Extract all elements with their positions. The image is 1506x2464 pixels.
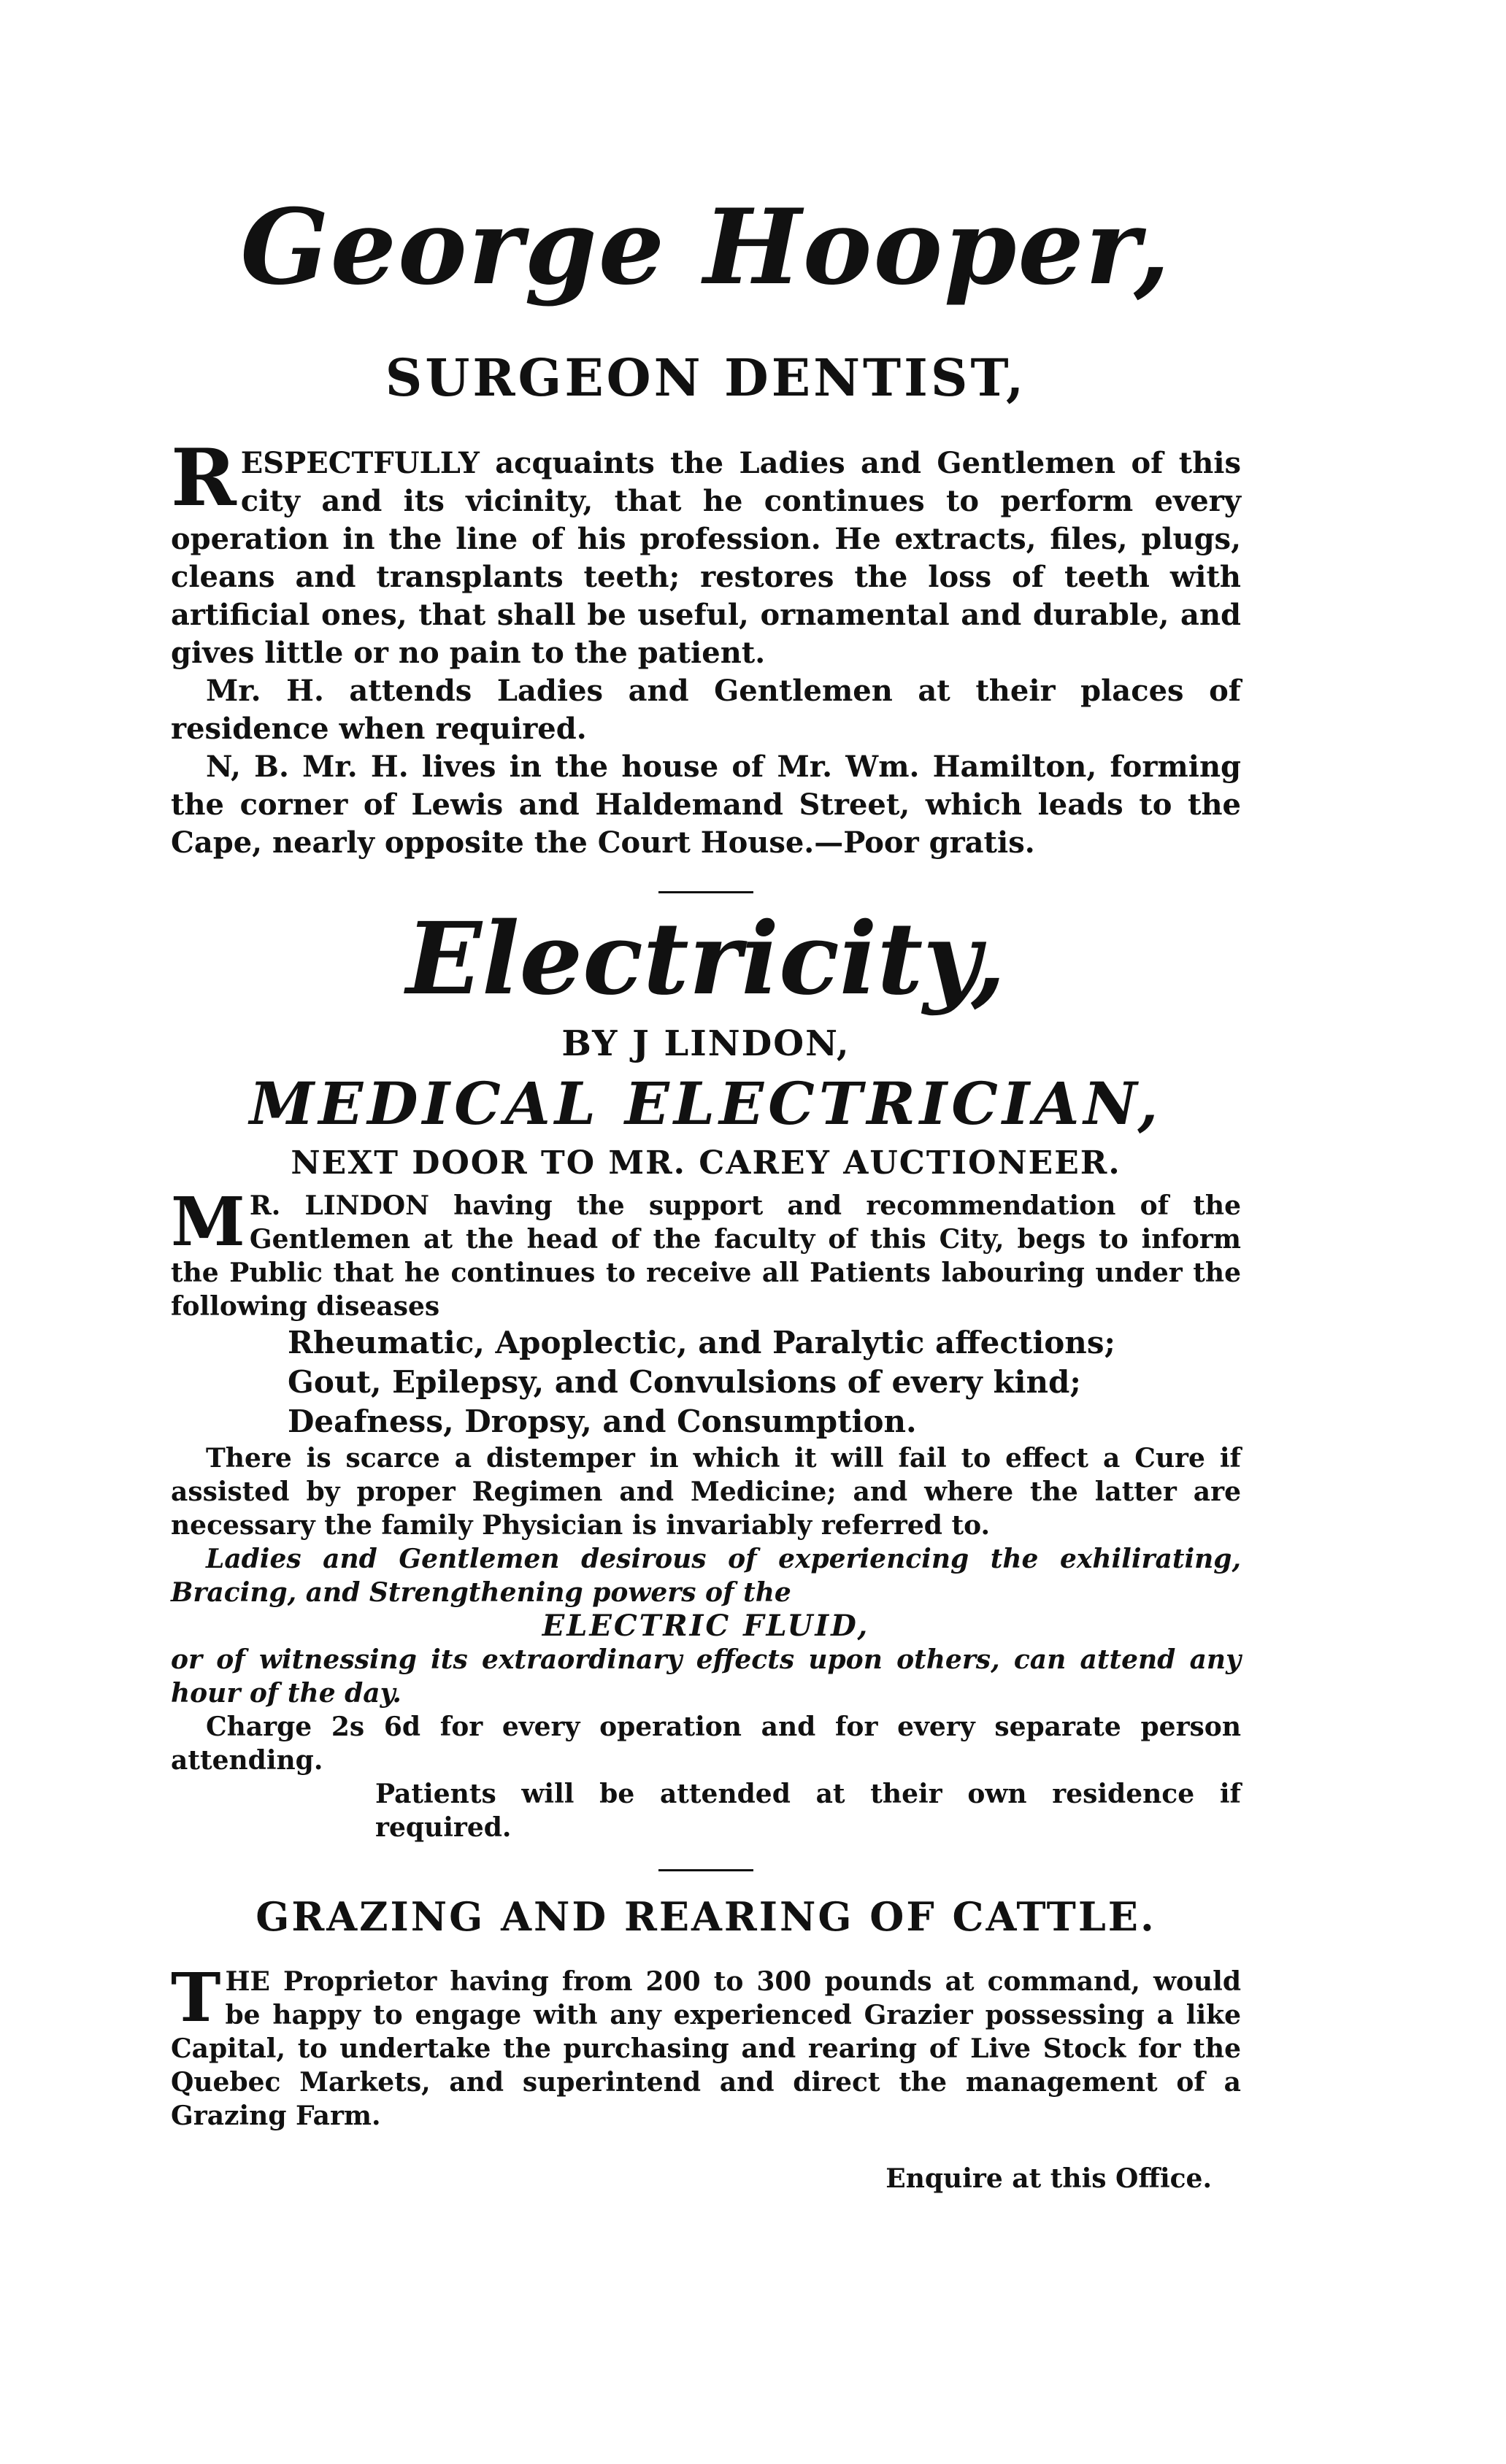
- ad2-paragraph-1-text: R. LINDON having the support and recommendation of the Gentlemen at the head of the faculty of this City, begs to inform the Public that he continues to receive all Patients labouring under the following diseases: [171, 1190, 1241, 1322]
- ad2-paragraph-3a: Ladies and Gentlemen desirous of experiencing the exhilirating, Bracing, and Strengthening powers of the: [171, 1544, 1241, 1608]
- ad1-paragraph-1-text: ESPECTFULLY acquaints the Ladies and Gentlemen of this city and its vicinity, that he continues to perform every operation in the line of his profession. He extracts, files, plugs, cleans and transplants teeth; restores the loss of teeth with artificial ones, that shall be useful, ornamental and durable, and gives little or no pain to the patient.: [171, 446, 1241, 670]
- ad2-dropcap: M: [171, 1182, 245, 1261]
- divider-rule-1: [658, 891, 753, 893]
- dentist-advertisement: [171, 187, 1241, 862]
- ad2-paragraph-4: Charge 2s 6d for every operation and for every separate person attending.: [171, 1712, 1241, 1776]
- ad2-disease-2: Gout, Epilepsy, and Convulsions of every kind;: [288, 1364, 1081, 1400]
- ad2-paragraph-1: [171, 1182, 1241, 1323]
- electricity-advertisement: [171, 901, 1241, 1844]
- ad2-address: NEXT DOOR TO MR. CAREY AUCTIONEER.: [291, 1144, 1121, 1182]
- ad3-footer: Enquire at this Office.: [885, 2163, 1212, 2194]
- ad1-paragraph-1: [171, 432, 1241, 672]
- ad2-byline: BY J LINDON,: [561, 1023, 850, 1064]
- ad3-paragraph-1: [171, 1958, 1241, 2133]
- ad1-dropcap: R: [171, 432, 237, 524]
- ad2-title: MEDICAL ELECTRICIAN,: [249, 1069, 1163, 1138]
- ad3-title: GRAZING AND REARING OF CATTLE.: [256, 1893, 1156, 1940]
- ad2-headline: Electricity,: [406, 901, 1006, 1017]
- ad3-paragraph-1-text: HE Proprietor having from 200 to 300 pounds at command, would be happy to engage with any experienced Grazier possessing a like Capital, to undertake the purchasing and rearing of Live Stock for the Quebec Markets, and superintend and direct the management of a Grazing Farm.: [171, 1966, 1241, 2131]
- ad1-title: SURGEON DENTIST,: [385, 347, 1027, 408]
- divider-rule-2: [658, 1869, 753, 1871]
- ad2-electric-fluid: ELECTRIC FLUID,: [542, 1609, 870, 1643]
- ad1-paragraph-3: N, B. Mr. H. lives in the house of Mr. Wm. Hamilton, forming the corner of Lewis and Haldemand Street, which leads to the Cape, nearly opposite the Court House.—Poor gratis.: [171, 750, 1241, 860]
- ad2-paragraph-3c: or of witnessing its extraordinary effects upon others, can attend any hour of the day.: [171, 1644, 1241, 1709]
- advertisement-column: [171, 0, 1241, 2195]
- ad1-paragraph-2: Mr. H. attends Ladies and Gentlemen at their places of residence when required.: [171, 674, 1241, 746]
- ad2-disease-1: Rheumatic, Apoplectic, and Paralytic affections;: [288, 1325, 1115, 1360]
- ad3-dropcap: T: [171, 1958, 221, 2037]
- ad2-paragraph-2: There is scarce a distemper in which it will fail to effect a Cure if assisted by proper Regimen and Medicine; and where the latter are necessary the family Physician is invariably referred to.: [171, 1443, 1241, 1541]
- ad2-disease-3: Deafness, Dropsy, and Consumption.: [288, 1404, 917, 1439]
- ad2-paragraph-5: Patients will be attended at their own residence if required.: [375, 1779, 1241, 1843]
- ad1-name-heading: George Hooper,: [240, 187, 1172, 308]
- cattle-advertisement: [171, 1893, 1241, 2195]
